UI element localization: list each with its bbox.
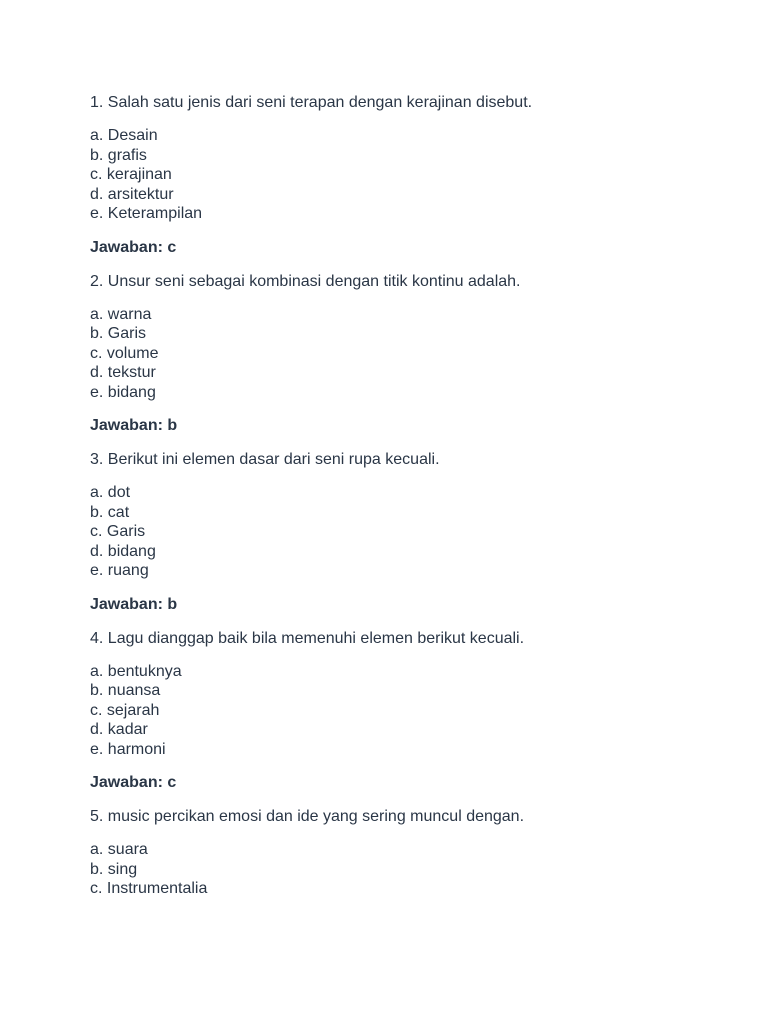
option-item: b. Garis [90, 325, 147, 342]
option-item: c. kerajinan [90, 166, 172, 183]
option-list [90, 126, 730, 224]
question-text: 2. Unsur seni sebagai kombinasi dengan titik kontinu adalah. [90, 272, 521, 290]
answer-text: Jawaban: c [90, 774, 177, 791]
option-item: b. grafis [90, 146, 147, 164]
option-item: d. arsitektur [90, 185, 174, 203]
option-list [90, 840, 730, 899]
option-item: a. dot [90, 484, 131, 501]
answer-text: Jawaban: b [90, 595, 178, 613]
question-text: 5. music percikan emosi dan ide yang sering muncul dengan. [90, 808, 525, 825]
option-list [90, 483, 730, 581]
option-item: a. bentuknya [90, 662, 182, 680]
question-text: 4. Lagu dianggap baik bila memenuhi elemen berikut kecuali. [90, 629, 525, 647]
option-item: d. kadar [90, 721, 148, 738]
option-item: e. Keterampilan [90, 205, 203, 222]
option-item: a. suara [90, 841, 148, 858]
option-item: e. bidang [90, 383, 156, 401]
option-item: c. Instrumentalia [90, 880, 208, 897]
question-text: 3. Berikut ini elemen dasar dari seni rupa kecuali. [90, 451, 440, 468]
option-item: a. Desain [90, 127, 158, 144]
option-list [90, 305, 730, 403]
answer-text: Jawaban: c [90, 238, 177, 256]
option-item: c. sejarah [90, 701, 160, 719]
option-item: e. ruang [90, 562, 149, 579]
option-list [90, 662, 730, 760]
option-item: d. tekstur [90, 364, 156, 381]
option-item: b. cat [90, 503, 130, 521]
question-text: 1. Salah satu jenis dari seni terapan dengan kerajinan disebut. [90, 94, 533, 111]
option-item: c. Garis [90, 523, 146, 540]
option-item: c. volume [90, 344, 159, 362]
option-item: b. nuansa [90, 682, 161, 699]
option-item: b. sing [90, 860, 138, 878]
document-body [90, 93, 730, 913]
option-item: e. harmoni [90, 740, 166, 758]
option-item: a. warna [90, 305, 152, 323]
option-item: d. bidang [90, 542, 156, 560]
answer-text: Jawaban: b [90, 417, 178, 434]
